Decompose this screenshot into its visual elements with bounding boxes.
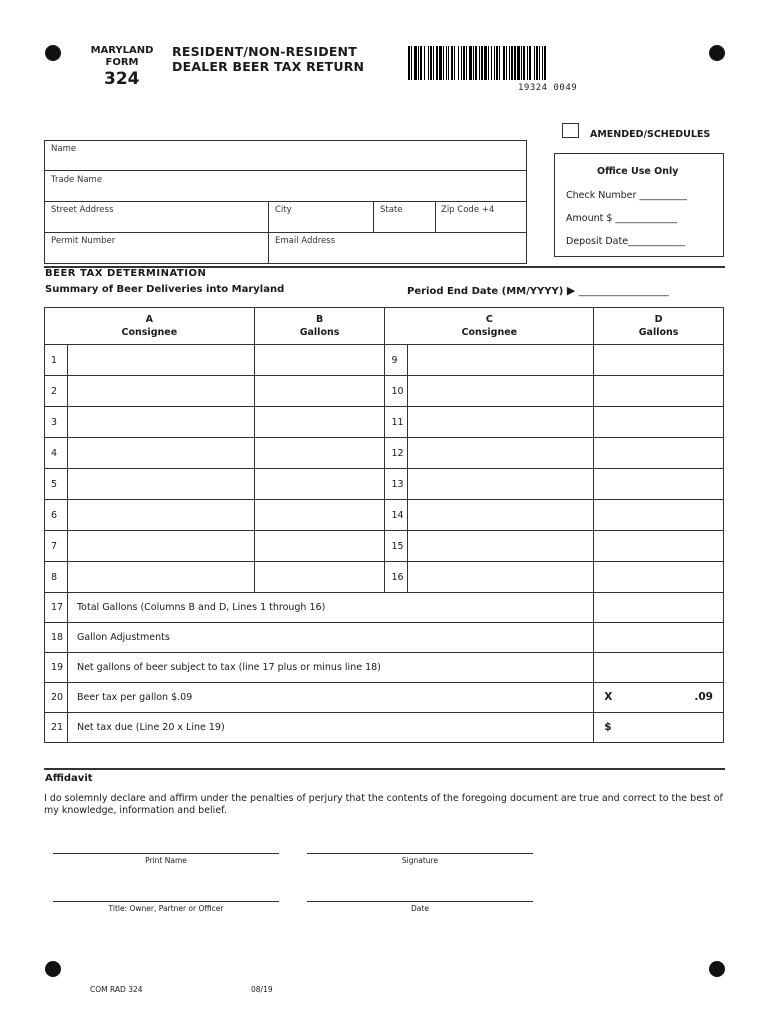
line-number: 12 — [385, 438, 408, 469]
amended-checkbox[interactable] — [562, 123, 579, 138]
line-amount-value: .09 — [694, 691, 713, 703]
date-label: Date — [411, 904, 429, 913]
gallons-d-input[interactable] — [594, 531, 724, 562]
gallons-d-input[interactable] — [594, 562, 724, 593]
line-number: 7 — [45, 531, 68, 562]
line-amount-input[interactable] — [594, 683, 724, 713]
summary-line-row — [45, 653, 724, 683]
title-line-1: RESIDENT/NON-RESIDENT — [172, 44, 357, 59]
gallons-b-input[interactable] — [254, 469, 385, 500]
line-number: 9 — [385, 345, 408, 376]
permit-number-field-label[interactable]: Permit Number — [51, 236, 116, 246]
delivery-rows — [45, 345, 724, 593]
form-word: FORM — [105, 57, 139, 68]
consignee-c-input[interactable] — [408, 562, 594, 593]
consignee-a-input[interactable] — [67, 407, 254, 438]
summary-lines-table — [44, 592, 724, 743]
period-end-date-label — [407, 284, 669, 297]
divider — [268, 201, 269, 264]
date-line[interactable] — [307, 901, 533, 902]
title-label: Title: Owner, Partner or Officer — [108, 904, 224, 913]
determination-title: BEER TAX DETERMINATION — [45, 268, 207, 279]
zip-field-label[interactable]: Zip Code +4 — [441, 205, 495, 215]
form-title — [172, 44, 364, 74]
office-check-number: Check Number __________ — [566, 190, 687, 201]
line-amount-input[interactable] — [594, 713, 724, 743]
consignee-a-input[interactable] — [67, 469, 254, 500]
affidavit-text: I do solemnly declare and affirm under the penalties of perjury that the contents of the foregoing document are true and correct to the best of my knowledge, information and belief. — [44, 793, 723, 816]
form-state-label — [86, 45, 158, 69]
line-number: 4 — [45, 438, 68, 469]
gallons-d-input[interactable] — [594, 376, 724, 407]
line-number: 14 — [385, 500, 408, 531]
summary-line-row — [45, 623, 724, 653]
gallons-d-input[interactable] — [594, 469, 724, 500]
deliveries-table — [44, 307, 724, 593]
line-number: 8 — [45, 562, 68, 593]
line-number: 16 — [385, 562, 408, 593]
divider — [44, 170, 527, 171]
column-d-label: Gallons — [638, 327, 679, 338]
gallons-b-input[interactable] — [254, 407, 385, 438]
line-description: Net gallons of beer subject to tax (line 17 plus or minus line 18) — [67, 653, 593, 683]
arrow-right-icon: ▶ — [566, 284, 576, 297]
signature-line[interactable] — [307, 853, 533, 854]
line-amount-prefix: X — [604, 691, 613, 703]
barcode-number: 19324 0049 — [518, 83, 578, 93]
gallons-b-input[interactable] — [254, 500, 385, 531]
office-use-title: Office Use Only — [597, 166, 679, 177]
column-b-label: Gallons — [299, 327, 340, 338]
line-number: 6 — [45, 500, 68, 531]
consignee-c-input[interactable] — [408, 376, 594, 407]
summary-line-row — [45, 683, 724, 713]
registration-mark-top-right — [709, 45, 725, 61]
street-address-field-label[interactable]: Street Address — [51, 205, 114, 215]
summary-line-row — [45, 713, 724, 743]
gallons-d-input[interactable] — [594, 345, 724, 376]
email-field-label[interactable]: Email Address — [275, 236, 336, 246]
line-number: 20 — [45, 683, 68, 713]
column-c-letter: C — [485, 314, 493, 325]
line-number: 10 — [385, 376, 408, 407]
affidavit-separator — [44, 768, 725, 770]
barcode — [408, 46, 549, 80]
table-row — [45, 345, 724, 376]
period-end-date-text: Period End Date (MM/YYYY) — [407, 286, 564, 297]
table-row — [45, 500, 724, 531]
line-number: 13 — [385, 469, 408, 500]
state-name: MARYLAND — [90, 45, 154, 56]
state-field-label[interactable]: State — [380, 205, 403, 215]
column-a-label: Consignee — [121, 327, 178, 338]
line-number: 21 — [45, 713, 68, 743]
gallons-d-input[interactable] — [594, 438, 724, 469]
table-row — [45, 438, 724, 469]
signature-label: Signature — [401, 856, 439, 865]
footer-form-code: COM RAD 324 — [90, 985, 143, 994]
column-b-letter: B — [315, 314, 324, 325]
consignee-c-input[interactable] — [408, 345, 594, 376]
line-description: Net tax due (Line 20 x Line 19) — [67, 713, 593, 743]
office-deposit-date: Deposit Date____________ — [566, 236, 686, 247]
print-name-label: Print Name — [145, 856, 187, 865]
table-row — [45, 376, 724, 407]
consignee-a-input[interactable] — [67, 438, 254, 469]
period-end-date-input[interactable]: __________________ — [578, 286, 669, 297]
line-number: 19 — [45, 653, 68, 683]
footer-revision: 08/19 — [251, 985, 273, 994]
print-name-line[interactable] — [53, 853, 279, 854]
line-description: Beer tax per gallon $.09 — [67, 683, 593, 713]
consignee-c-input[interactable] — [408, 500, 594, 531]
line-number: 2 — [45, 376, 68, 407]
form-number: 324 — [104, 69, 140, 89]
registration-mark-bottom-right — [709, 961, 725, 977]
divider — [44, 201, 527, 202]
registration-mark-top-left — [45, 45, 61, 61]
title-line[interactable] — [53, 901, 279, 902]
table-row — [45, 531, 724, 562]
line-number: 3 — [45, 407, 68, 438]
line-number: 18 — [45, 623, 68, 653]
column-b-header — [254, 308, 385, 345]
gallons-d-input[interactable] — [594, 500, 724, 531]
consignee-c-input[interactable] — [408, 469, 594, 500]
line-amount-prefix: $ — [604, 721, 612, 733]
column-a-letter: A — [145, 314, 153, 325]
line-number: 1 — [45, 345, 68, 376]
consignee-a-input[interactable] — [67, 376, 254, 407]
line-number: 17 — [45, 593, 68, 623]
title-line-2: DEALER BEER TAX RETURN — [172, 59, 365, 74]
trade-name-field-label[interactable]: Trade Name — [51, 175, 103, 185]
amended-label: AMENDED/SCHEDULES — [590, 129, 711, 140]
divider — [435, 201, 436, 232]
city-field-label[interactable]: City — [275, 205, 292, 215]
column-c-label: Consignee — [461, 327, 518, 338]
consignee-a-input[interactable] — [67, 531, 254, 562]
barcode-bar — [546, 46, 549, 80]
consignee-c-input[interactable] — [408, 438, 594, 469]
office-amount: Amount $ _____________ — [566, 213, 678, 224]
deliveries-summary-label: Summary of Beer Deliveries into Maryland — [45, 284, 285, 295]
column-d-letter: D — [654, 314, 663, 325]
line-number: 5 — [45, 469, 68, 500]
gallons-b-input[interactable] — [254, 438, 385, 469]
column-c-header — [385, 308, 594, 345]
consignee-a-input[interactable] — [67, 500, 254, 531]
table-row — [45, 407, 724, 438]
divider — [44, 232, 527, 233]
consignee-a-input[interactable] — [67, 345, 254, 376]
gallons-b-input[interactable] — [254, 345, 385, 376]
column-d-header — [594, 308, 724, 345]
gallons-b-input[interactable] — [254, 562, 385, 593]
consignee-a-input[interactable] — [67, 562, 254, 593]
gallons-b-input[interactable] — [254, 531, 385, 562]
divider — [373, 201, 374, 232]
table-row — [45, 562, 724, 593]
summary-rows — [45, 593, 724, 743]
name-field-label[interactable]: Name — [51, 144, 77, 154]
line-description: Total Gallons (Columns B and D, Lines 1 through 16) — [67, 593, 593, 623]
gallons-b-input[interactable] — [254, 376, 385, 407]
line-number: 11 — [385, 407, 408, 438]
gallons-d-input[interactable] — [594, 407, 724, 438]
affidavit-title: Affidavit — [45, 773, 93, 784]
consignee-c-input[interactable] — [408, 531, 594, 562]
line-amount-input[interactable] — [594, 653, 724, 683]
table-row — [45, 469, 724, 500]
registration-mark-bottom-left — [45, 961, 61, 977]
summary-line-row — [45, 593, 724, 623]
column-a-header — [45, 308, 255, 345]
line-number: 15 — [385, 531, 408, 562]
consignee-c-input[interactable] — [408, 407, 594, 438]
line-amount-input[interactable] — [594, 623, 724, 653]
line-description: Gallon Adjustments — [67, 623, 593, 653]
line-amount-input[interactable] — [594, 593, 724, 623]
column-header-row — [45, 308, 724, 345]
